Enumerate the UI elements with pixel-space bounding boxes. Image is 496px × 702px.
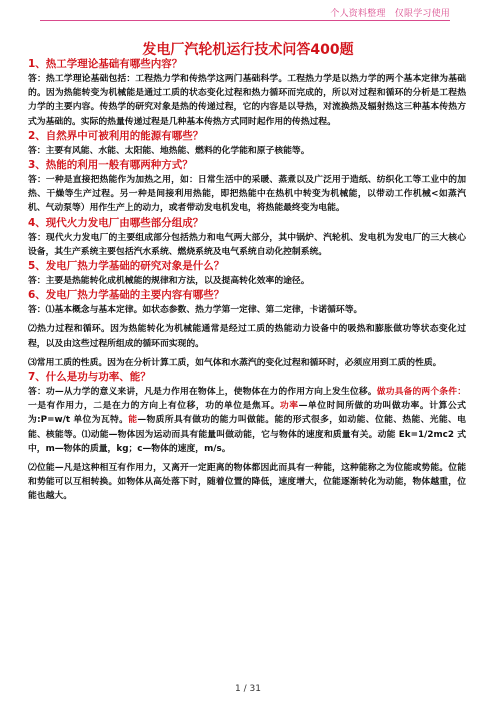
- answer-6-part-1: 答：⑴基本概念与基本定律。如状态参数、热力学第一定律、第二定律，卡诺循环等。: [28, 305, 363, 316]
- header-note: 个人资料整理 仅限学习使用: [330, 9, 450, 19]
- question-2: 2、自然界中可被利用的能源有哪些？: [28, 129, 204, 142]
- answer-7-text-d: —物质所具有做功的能力叫做能。能的形式很多，如动能、位能、热能、光能、电能、核能等。⑴动能—物体因为运动而具有能量叫做动能，它与物体的速度和质量有关。动能 Ek=1/2mc2 式中，m—物体的质量，kg；c—物体的速度，m/s。: [28, 415, 466, 454]
- content-body: [28, 57, 466, 504]
- answer-7-part-1: [28, 385, 466, 456]
- answer-1: 答：热工学理论基础包括：工程热力学和传热学这两门基础科学。工程热力学是以热力学的两个基本定律为基础的。因为热能转变为机械能是通过工质的状态变化过程和热力循环而完成的，所以对过程和循环的分析是工程热力学的主要内容。传热学的研究对象是热的传递过程，它的内容是以导热，对流换热及辐射热这三种基本传热方式为基础的。实际的热量传递过程是几种基本传热方式同时起作用的传热过程。: [28, 74, 466, 127]
- answer-7-highlight-conditions: 做功具备的两个条件：: [376, 387, 466, 398]
- question-4: 4、现代火力发电厂由哪些部分组成？: [28, 216, 204, 229]
- answer-6-part-3: ⑶常用工质的性质。因为在分析计算工质，如气体和水蒸汽的变化过程和循环时，必须应用到工质的性质。: [28, 357, 442, 368]
- answer-7-text-a: 答：功—从力学的意义来讲，凡是力作用在物体上，使物体在力的作用方向上发生位移。: [28, 387, 377, 398]
- question-6: 6、发电厂热力学基础的主要内容有哪些？: [28, 289, 225, 302]
- answer-7-text-c: —单位时间所做的功叫做功率。计算公式为:P=w/t 单位为瓦特。: [28, 401, 466, 426]
- answer-7-highlight-energy: 能: [128, 415, 138, 426]
- document-title: 发电厂汽轮机运行技术问答400题: [142, 42, 354, 58]
- answer-4: 答：现代火力发电厂的主要组成部分包括热力和电气两大部分，其中锅炉、汽轮机、发电机为发电厂的三大核心设备，其生产系统主要包括汽水系统、燃烧系统及电气系统自动化控制系统。: [28, 232, 466, 257]
- answer-7-text-b: 一是有作用力，二是在力的方向上有位移，功的单位是焦耳。: [28, 401, 280, 412]
- answer-7-highlight-power: 功率: [279, 401, 299, 412]
- answer-3: 答：一种是直接把热能作为加热之用，如：日常生活中的采暖、蒸煮以及广泛用于造纸、纺织化工等工业中的加热、干燥等生产过程。另一种是间接利用热能，即把热能中在热机中转变为机械能，以带动工作机械<如蒸汽机、气动泵等）用作生产上的动力，或者带动发电机发电，将热能最终变为电能。: [28, 175, 466, 214]
- answer-5: 答：主要是热能转化成机械能的规律和方法，以及提高转化效率的途径。: [28, 276, 310, 287]
- answer-6-part-2: ⑵热力过程和循环。因为热能转化为机械能通常是经过工质的热能动力设备中的吸热和膨胀做功等状态变化过程，以及由这些过程所组成的循环而实现的。: [28, 324, 466, 349]
- question-5: 5、发电厂热力学基础的研究对象是什么？: [28, 260, 225, 273]
- question-7: 7、什么是功与功率、能？: [28, 371, 151, 384]
- answer-2: 答：主要有风能、水能、太阳能、地热能、燃料的化学能和原子核能等。: [28, 145, 310, 156]
- page-number: 1 / 31: [235, 684, 261, 694]
- question-1: 1、热工学理论基础有哪些内容？: [28, 58, 183, 70]
- header-rule: [40, 20, 450, 21]
- question-3: 3、热能的利用一般有哪两种方式？: [28, 159, 193, 172]
- answer-7-part-2: ⑵位能—凡是这种相互有作用力，又离开一定距离的物体都因此而具有一种能，这种能称之为位能或势能。位能和势能可以互相转换。如物体从高处落下时，随着位置的降低，速度增大，位能逐渐转化为动能，物体越重，位能也越大。: [28, 463, 466, 502]
